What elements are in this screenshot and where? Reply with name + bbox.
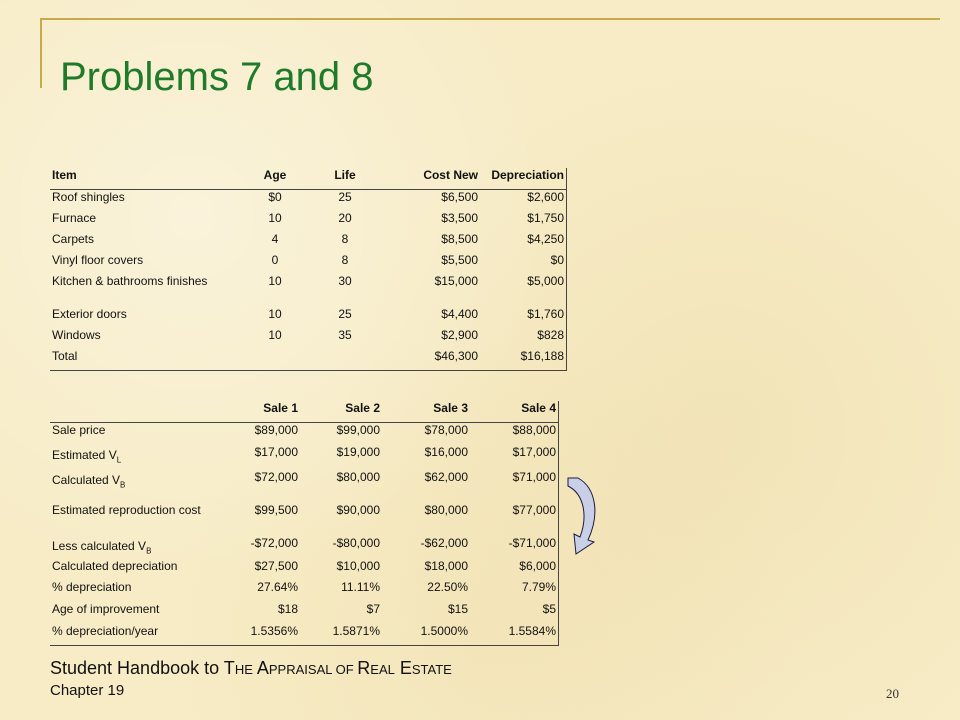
cell-sale-3: $80,000 [424, 503, 468, 517]
cell-depreciation: $828 [480, 328, 567, 349]
cell-sale-2: $19,000 [336, 445, 380, 459]
table-row [50, 602, 559, 624]
table-row [50, 503, 559, 536]
cell-item: Vinyl floor covers [52, 253, 144, 267]
cell-depreciation: $1,760 [480, 307, 567, 328]
cell-age: 10 [268, 274, 282, 288]
cell-sale-1: $27,500 [254, 559, 298, 573]
subscript: B [146, 546, 152, 556]
cell-sale-2: $90,000 [336, 503, 380, 517]
cell-sale-1: -$72,000 [250, 536, 298, 550]
table-total-row [50, 349, 567, 371]
label-text: Estimated V [52, 448, 117, 462]
table-row [50, 559, 559, 580]
label-text: Less calculated V [52, 539, 147, 553]
cell-label: % depreciation/year [50, 624, 230, 646]
cell-label [50, 536, 230, 559]
cell-cost-new: $5,500 [441, 253, 478, 267]
table-row [50, 470, 559, 503]
cell-sale-3: -$62,000 [420, 536, 468, 550]
cell-cost-new: $3,500 [441, 211, 478, 225]
cell-sale-1: $18 [277, 602, 298, 616]
header-label [50, 401, 230, 423]
book-title-part: A [252, 658, 269, 678]
cell-sale-4: $77,000 [470, 503, 559, 536]
cell-life: 8 [341, 253, 349, 267]
table-row [50, 580, 559, 602]
cell-age [250, 349, 300, 371]
table-row [50, 536, 559, 559]
cell-sale-4: -$71,000 [470, 536, 559, 559]
cell-age: 4 [271, 232, 279, 246]
table-row [50, 423, 559, 446]
cell-age: 10 [268, 211, 282, 225]
cell-cost-new: $15,000 [434, 274, 478, 288]
header-depreciation: Depreciation [480, 168, 567, 190]
cell-life: 25 [338, 307, 352, 321]
cell-cost-new: $2,900 [441, 328, 478, 342]
table-header-row [50, 401, 559, 423]
chapter-label: Chapter 19 [50, 682, 125, 699]
cell-sale-2: $10,000 [336, 559, 380, 573]
book-title-part: OF [332, 662, 358, 677]
cell-life: 30 [338, 274, 352, 288]
header-sale-1: Sale 1 [230, 401, 300, 423]
table-header-row [50, 168, 567, 190]
cell-life: 35 [338, 328, 352, 342]
cell-sale-1: 1.5356% [230, 624, 300, 646]
cell-depreciation: $0 [480, 253, 567, 274]
frame-left-line [40, 18, 42, 88]
cell-sale-4: $88,000 [470, 423, 559, 446]
cell-cost-new: $6,500 [441, 190, 478, 204]
cell-item: Roof shingles [52, 190, 125, 204]
cell-item: Exterior doors [52, 307, 127, 321]
subscript: L [116, 455, 122, 465]
table-row [50, 328, 567, 349]
cell-label [50, 445, 230, 470]
cell-life: 8 [341, 232, 349, 246]
header-sale-2: Sale 2 [300, 401, 382, 423]
cell-sale-1: $72,000 [254, 470, 298, 484]
cell-sale-4: $6,000 [470, 559, 559, 580]
header-sale-4: Sale 4 [470, 401, 559, 423]
cell-age: 10 [268, 307, 282, 321]
cell-depreciation: $16,188 [480, 349, 567, 371]
cell-sale-3: $18,000 [424, 559, 468, 573]
cell-cost-new: $4,400 [441, 307, 478, 321]
table-row [50, 274, 567, 307]
cell-sale-2: $99,000 [336, 423, 380, 437]
cell-sale-4: $5 [470, 602, 559, 624]
page-number: 20 [886, 686, 899, 701]
book-title-part: Student Handbook to T [50, 658, 235, 678]
cell-sale-2: -$80,000 [332, 536, 380, 550]
cell-sale-3: $62,000 [424, 470, 468, 484]
book-title-part: STATE [411, 662, 452, 677]
cell-item: Carpets [52, 232, 95, 246]
cell-label: Sale price [52, 423, 106, 437]
curved-arrow-icon [560, 470, 610, 560]
table-row [50, 624, 559, 646]
table-row [50, 211, 567, 232]
label-text: Calculated V [52, 473, 121, 487]
cell-sale-3: $16,000 [424, 445, 468, 459]
book-title-part: PPRAISAL [268, 662, 332, 677]
cell-depreciation: $4,250 [480, 232, 567, 253]
cell-sale-3: $78,000 [424, 423, 468, 437]
cell-item: Kitchen & bathrooms finishes [52, 274, 208, 288]
book-title-part: E [394, 658, 412, 678]
cell-label: % depreciation [52, 580, 132, 594]
frame-top-line [40, 18, 940, 20]
book-title-part: HE [234, 662, 253, 677]
cell-sale-2: 11.11% [341, 580, 380, 594]
cell-age: 10 [268, 328, 282, 342]
cell-life [300, 349, 390, 371]
cell-sale-1: $89,000 [254, 423, 298, 437]
header-age: Age [250, 168, 300, 190]
cell-sale-3: 22.50% [427, 580, 468, 594]
cell-sale-3: 1.5000% [382, 624, 470, 646]
table-row [50, 190, 567, 212]
cell-sale-1: 27.64% [257, 580, 298, 594]
cell-cost-new: $8,500 [441, 232, 478, 246]
depreciation-table [50, 168, 567, 371]
cell-sale-1: $99,500 [254, 503, 298, 517]
table-row [50, 232, 567, 253]
cell-item: Furnace [52, 211, 97, 225]
cell-sale-4: $71,000 [470, 470, 559, 503]
subscript: B [120, 480, 126, 490]
cell-label: Calculated depreciation [52, 559, 178, 573]
table-row [50, 307, 567, 328]
cell-label: Estimated reproduction cost [52, 503, 201, 517]
cell-age: $0 [268, 190, 282, 204]
cell-cost-new: $46,300 [390, 349, 480, 371]
cell-life: 20 [338, 211, 352, 225]
cell-age: 0 [271, 253, 279, 267]
header-sale-3: Sale 3 [382, 401, 470, 423]
cell-sale-2: $7 [366, 602, 380, 616]
cell-depreciation: $1,750 [480, 211, 567, 232]
book-title-part: EAL [370, 662, 395, 677]
cell-sale-1: $17,000 [254, 445, 298, 459]
cell-sale-2: 1.5871% [300, 624, 382, 646]
cell-item: Windows [52, 328, 101, 342]
header-cost-new: Cost New [390, 168, 480, 190]
cell-label: Age of improvement [52, 602, 160, 616]
cell-life: 25 [338, 190, 352, 204]
table-row [50, 445, 559, 470]
sales-table [50, 401, 559, 646]
cell-sale-4: $17,000 [470, 445, 559, 470]
header-item: Item [50, 168, 250, 190]
cell-depreciation: $5,000 [480, 274, 567, 307]
cell-sale-4: 7.79% [470, 580, 559, 602]
book-title [50, 658, 452, 679]
cell-label [50, 470, 230, 503]
cell-item: Total [50, 349, 250, 371]
header-life: Life [300, 168, 390, 190]
book-title-part: R [357, 658, 371, 678]
cell-sale-4: 1.5584% [470, 624, 559, 646]
cell-sale-3: $15 [447, 602, 468, 616]
cell-depreciation: $2,600 [480, 190, 567, 212]
slide-title: Problems 7 and 8 [60, 55, 374, 99]
table-row [50, 253, 567, 274]
cell-sale-2: $80,000 [336, 470, 380, 484]
